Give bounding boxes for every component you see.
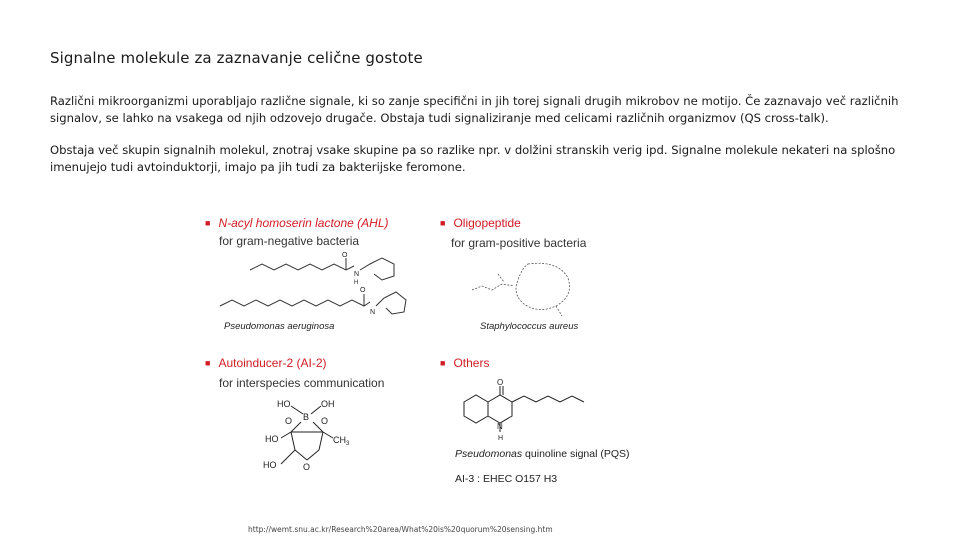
ai2-ch3-label: $CH_3$	[333, 435, 350, 447]
source-url: http://wemt.snu.ac.kr/Research%20area/What%20is%20quorum%20sensing.htm	[248, 525, 553, 534]
pqs-h-label: H	[498, 435, 504, 442]
ahl-molecule-2	[220, 292, 406, 314]
ai2-ho-label: HO	[277, 399, 291, 409]
ai2-o-label-2: O	[321, 416, 329, 426]
ahl2-n-label: N	[370, 309, 376, 316]
paragraph-1: Različni mikroorganizmi uporabljajo različne signale, ki so zanje specifični in jih torej signali drugih mikrobov ne motijo. Če zaznavajo več različnih signalov, se lahko na vsakega od njih odzovejo drugače. Obstaja tudi signaliziranje med celicami različnih organizmov (QS cross-talk).	[50, 94, 899, 125]
oligo-structure	[468, 256, 588, 320]
pqs-structure	[452, 376, 592, 446]
ahl-subtitle: for gram-negative bacteria	[219, 234, 360, 248]
ai3-caption: AI-3 : EHEC O157 H3	[455, 473, 558, 485]
slide-title: Signalne molekule za zaznavanje celične gostote	[50, 49, 423, 67]
ahl-heading: ■ N-acyl homoserin lactone (AHL)	[205, 216, 389, 230]
ahl-caption: Pseudomonas aeruginosa	[224, 321, 335, 332]
ai2-subtitle: for interspecies communication	[219, 376, 385, 390]
oligo-heading: ■ Oligopeptide	[440, 216, 521, 230]
ahl2-o-label: O	[360, 287, 366, 294]
bullet-icon: ■	[205, 218, 211, 228]
ahl-structures	[210, 248, 410, 320]
pqs-n-label: N	[497, 422, 503, 431]
ahl-h-label: H	[354, 280, 359, 286]
ai2-structure	[255, 392, 365, 474]
bullet-icon: ■	[440, 358, 446, 368]
ai2-heading: ■ Autoinducer-2 (AI-2)	[205, 356, 327, 370]
pqs-caption: Pseudomonas quinoline signal (PQS)	[455, 448, 630, 460]
ai2-oh-label: OH	[321, 399, 335, 409]
bullet-icon: ■	[205, 358, 211, 368]
ai2-ho-label-2: HO	[265, 434, 279, 444]
ai2-o-label-1: O	[285, 416, 293, 426]
oligo-caption: Staphylococcus aureus	[480, 321, 579, 332]
bullet-icon: ■	[440, 218, 446, 228]
ai2-ho-label-3: HO	[263, 460, 277, 470]
ai2-b-label: B	[303, 412, 310, 422]
pqs-o-label: O	[497, 378, 504, 387]
ahl-molecule-1	[250, 258, 394, 280]
ahl-n-label: N	[354, 271, 360, 278]
ahl-o-label: O	[342, 252, 348, 259]
others-heading: ■ Others	[440, 356, 490, 370]
paragraph-2: Obstaja več skupin signalnih molekul, znotraj vsake skupine pa so razlike npr. v dolžini stranskih verig ipd. Signalne molekule nekateri na splošno imenujejo tudi avtoinduktorji, imajo pa jih tudi za bakterijske feromone.	[50, 143, 896, 174]
ai2-o-label-3: O	[303, 462, 311, 472]
oligo-subtitle: for gram-positive bacteria	[451, 236, 587, 250]
